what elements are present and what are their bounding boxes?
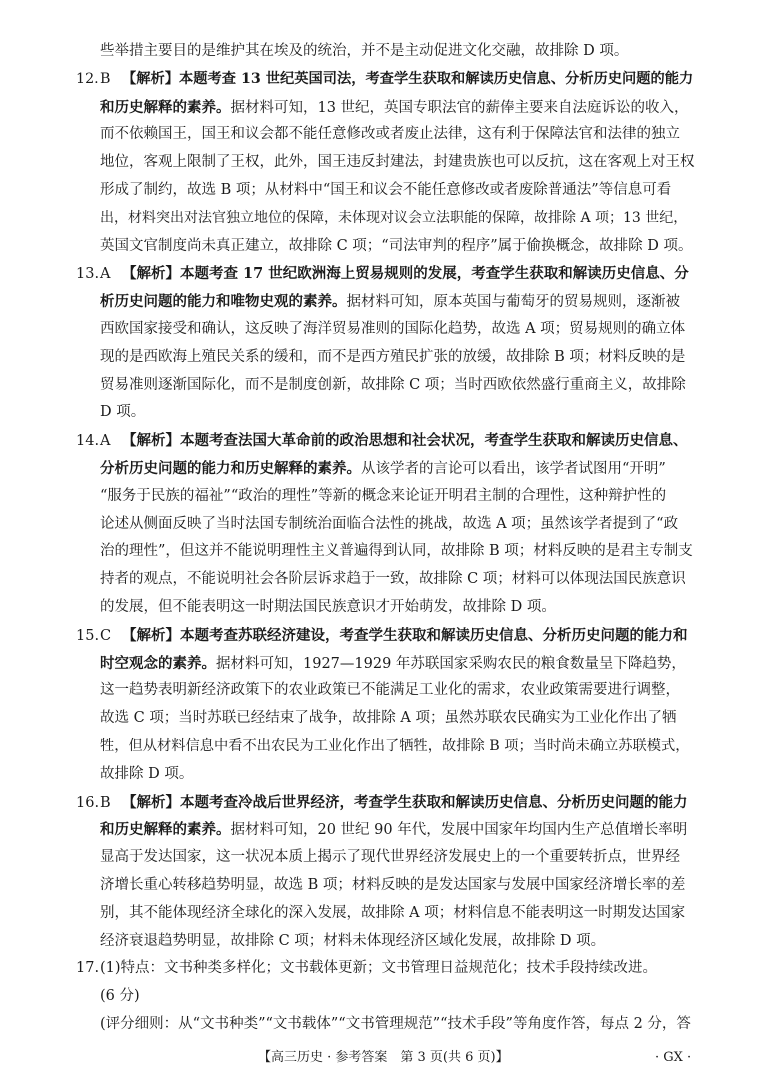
answer-choice: A bbox=[100, 433, 111, 450]
answer-text-line bbox=[80, 928, 696, 956]
question-answer-line bbox=[76, 789, 696, 817]
answer-text: “服务于民族的福祉”“政治的理性”等新的概念来论证开明君主制的合理性，这种辩护性的 bbox=[100, 487, 667, 504]
answer-text-line bbox=[80, 538, 696, 566]
answer-text: 论述从侧面反映了当时法国专制统治面临合法性的挑战，故选 A 项；虽然该学者提到了“政 bbox=[100, 515, 679, 532]
answer-text: 的发展，但不能表明这一时期法国民族意识才开始萌发，故排除 D 项。 bbox=[100, 598, 556, 615]
answer-text-line bbox=[80, 205, 696, 233]
answer-text-line bbox=[80, 455, 696, 483]
analysis-heading: 分析历史问题的能力和历史解释的素养。 bbox=[100, 459, 361, 477]
answer-text: 而不依赖国王，国王和议会都不能任意修改或者废止法律，这有利于保障法官和法律的独立 bbox=[100, 126, 680, 143]
answer-text-line bbox=[80, 372, 696, 400]
answer-text: 治的理性”，但这并不能说明理性主义普遍得到认同，故排除 B 项；材料反映的是君主专制支 bbox=[100, 543, 693, 560]
answer-text: D 项。 bbox=[100, 404, 146, 421]
answer-text-line bbox=[80, 566, 696, 594]
analysis-heading: 和历史解释的素养。 bbox=[100, 821, 231, 839]
answer-text-line bbox=[80, 511, 696, 539]
answer-text-line bbox=[80, 233, 696, 261]
answer-text: (1)特点：文书种类多样化；文书载体更新；文书管理日益规范化；技术手段持续改进。 bbox=[100, 960, 658, 977]
answer-text: 现的是西欧海上殖民关系的缓和，而不是西方殖民扩张的放缓，故排除 B 项；材料反映的是 bbox=[100, 348, 686, 365]
analysis-heading: 【解析】本题考查 13 世纪英国司法，考查学生获取和解读历史信息、分析历史问题的能力 bbox=[122, 70, 694, 87]
answer-text: 贸易准则逐渐国际化，而不是制度创新，故排除 C 项；当时西欧依然盛行重商主义，故排除 bbox=[100, 376, 686, 393]
question-answer-line bbox=[76, 427, 696, 455]
answer-text: 西欧国家接受和确认，这反映了海洋贸易准则的国际化趋势，故选 A 项；贸易规则的确立体 bbox=[100, 320, 686, 337]
answer-text-line bbox=[80, 844, 696, 872]
answer-text-line bbox=[80, 316, 696, 344]
question-number: 14. bbox=[76, 433, 100, 450]
answer-text: 持者的观点，不能说明社会各阶层诉求趋于一致，故排除 C 项；材料可以体现法国民族意识 bbox=[100, 571, 686, 588]
answer-text-block bbox=[76, 38, 696, 1039]
answer-choice: B bbox=[100, 70, 111, 87]
analysis-heading: 【解析】本题考查法国大革命前的政治思想和社会状况，考查学生获取和解读历史信息、 bbox=[122, 432, 688, 450]
answer-text: 济增长重心转移趋势明显，故选 B 项；材料反映的是发达国家与发展中国家经济增长率的差 bbox=[100, 876, 686, 893]
answer-text-line bbox=[80, 705, 696, 733]
question-answer-line bbox=[76, 622, 696, 650]
answer-text-line bbox=[80, 94, 696, 122]
answer-text: 经济衰退趋势明显，故排除 C 项；材料未体现经济区域化发展，故排除 D 项。 bbox=[100, 932, 606, 949]
analysis-heading: 【解析】本题考查苏联经济建设，考查学生获取和解读历史信息、分析历史问题的能力和 bbox=[122, 626, 688, 644]
question-number: 13. bbox=[76, 266, 100, 283]
answer-text: 据材料可知，1927—1929 年苏联国家采购农民的粮食数量呈下降趋势， bbox=[216, 655, 686, 672]
answer-text-line bbox=[80, 733, 696, 761]
answer-text-line bbox=[80, 344, 696, 372]
answer-text: 牲，但从材料信息中看不出农民为工业化作出了牺牲，故排除 B 项；当时尚未确立苏联模式， bbox=[100, 737, 690, 754]
question-answer-line bbox=[76, 260, 696, 288]
answer-text: (评分细则：从“文书种类”“文书载体”“文书管理规范”“技术手段”等角度作答，每点 2 分，答 bbox=[100, 1015, 691, 1032]
question-number: 17. bbox=[76, 960, 100, 977]
question-number: 15. bbox=[76, 627, 100, 644]
analysis-heading: 析历史问题的能力和唯物史观的素养。 bbox=[100, 293, 347, 311]
answer-text-line bbox=[80, 1011, 696, 1039]
answer-text: 故选 C 项；当时苏联已经结束了战争，故排除 A 项；虽然苏联农民确实为工业化作出了牺 bbox=[100, 710, 677, 727]
answer-text-line bbox=[80, 399, 696, 427]
footer-page-info: 【高三历史 · 参考答案 第 3 页(共 6 页)】 bbox=[258, 1050, 509, 1065]
question-answer-line bbox=[76, 66, 696, 94]
page-footer bbox=[0, 1048, 764, 1068]
answer-text-line bbox=[80, 677, 696, 705]
footer-region-code: · GX · bbox=[655, 1050, 692, 1065]
analysis-heading: 【解析】本题考查 17 世纪欧洲海上贸易规则的发展，考查学生获取和解读历史信息、分 bbox=[122, 265, 689, 283]
answer-text-line bbox=[80, 983, 696, 1011]
answer-text: 些举措主要目的是维护其在埃及的统治，并不是主动促进文化交融，故排除 D 项。 bbox=[100, 43, 629, 59]
answer-text: 这一趋势表明新经济政策下的农业政策已不能满足工业化的需求，农业政策需要进行调整， bbox=[100, 682, 680, 699]
answer-text: 据材料可知，原本英国与葡萄牙的贸易规则，逐渐被 bbox=[346, 294, 680, 311]
answer-text-line bbox=[80, 121, 696, 149]
answer-text-line bbox=[80, 149, 696, 177]
answer-text: (6 分) bbox=[100, 988, 140, 1005]
answer-text: 从该学者的言论可以看出，该学者试图用“开明” bbox=[361, 460, 666, 477]
answer-text: 出，材料突出对法官独立地位的保障，未体现对议会立法职能的保障，故排除 A 项；13 世纪， bbox=[100, 209, 688, 226]
answer-text-line bbox=[80, 483, 696, 511]
answer-text-line bbox=[80, 761, 696, 789]
question-number: 12. bbox=[76, 70, 99, 87]
answer-text-line bbox=[80, 38, 696, 66]
answer-text: 据材料可知，13 世纪，英国专职法官的薪俸主要来自法庭诉讼的收入， bbox=[230, 99, 689, 116]
analysis-heading: 时空观念的素养。 bbox=[100, 654, 216, 672]
answer-text-line bbox=[80, 900, 696, 928]
answer-text: 别，其不能体现经济全球化的深入发展，故排除 A 项；材料信息不能表明这一时期发达国家 bbox=[100, 904, 686, 921]
answer-text-line bbox=[80, 816, 696, 844]
answer-choice: B bbox=[100, 794, 111, 811]
answer-text-line bbox=[80, 872, 696, 900]
analysis-heading: 和历史解释的素养。 bbox=[100, 98, 231, 116]
answer-choice: C bbox=[100, 627, 112, 644]
question-answer-line bbox=[76, 955, 696, 983]
answer-text: 地位，客观上限制了王权，此外，国王违反封建法，封建贵族也可以反抗，这在客观上对王权 bbox=[100, 154, 695, 171]
question-number: 16. bbox=[76, 794, 100, 811]
answer-text: 形成了制约，故选 B 项；从材料中“国王和议会不能任意修改或者废除普通法”等信息可看 bbox=[100, 181, 672, 198]
answer-text-line bbox=[80, 288, 696, 316]
answer-text-line bbox=[80, 650, 696, 678]
answer-choice: A bbox=[100, 266, 111, 283]
answer-text: 显高于发达国家，这一状况本质上揭示了现代世界经济发展史上的一个重要转折点，世界经 bbox=[100, 849, 680, 866]
analysis-heading: 【解析】本题考查冷战后世界经济，考查学生获取和解读历史信息、分析历史问题的能力 bbox=[122, 793, 688, 811]
answer-text: 据材料可知，20 世纪 90 年代，发展中国家年均国内生产总值增长率明 bbox=[230, 822, 688, 839]
answer-text-line bbox=[80, 177, 696, 205]
answer-text: 英国文官制度尚未真正建立，故排除 C 项；“司法审判的程序”属于偷换概念，故排除 D 项。 bbox=[100, 237, 693, 254]
answer-text-line bbox=[80, 594, 696, 622]
answer-text: 故排除 D 项。 bbox=[100, 765, 194, 782]
